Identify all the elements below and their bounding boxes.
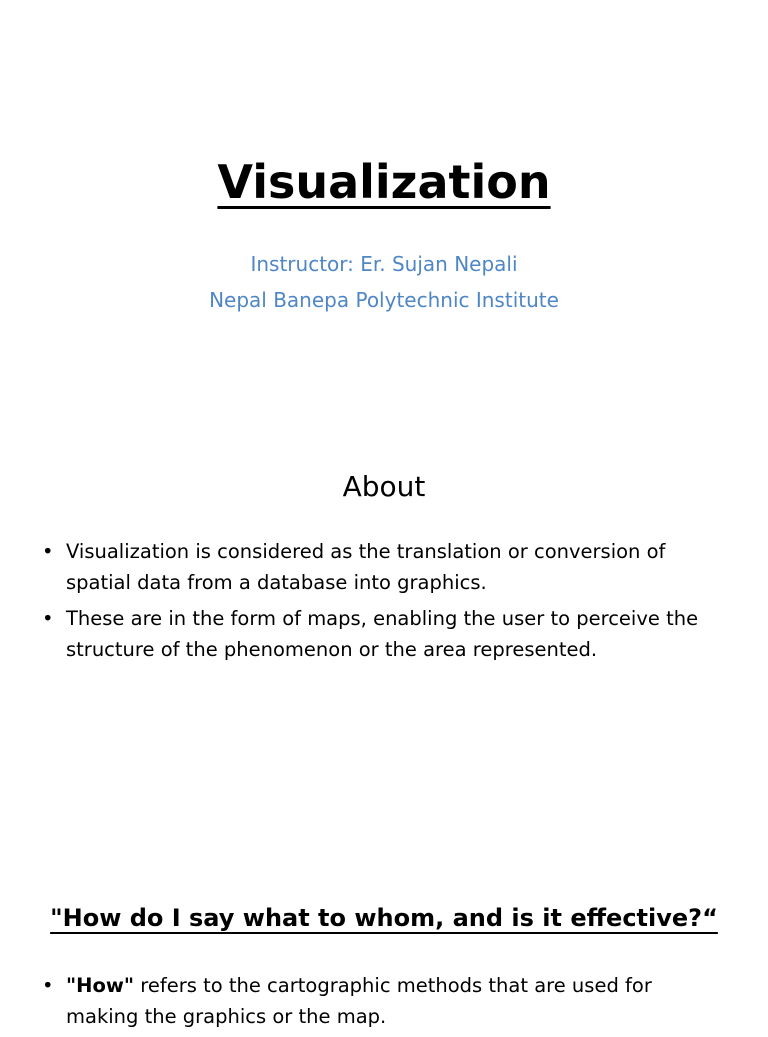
about-slide xyxy=(0,400,768,860)
slide-title: Visualization xyxy=(217,155,551,209)
question-slide xyxy=(0,860,768,1028)
bullet-text: These are in the form of maps, enabling the user to perceive the structure of the phenomenon or the area represented. xyxy=(66,607,699,661)
bullet-icon: • xyxy=(42,540,54,563)
title-slide xyxy=(0,0,768,400)
instructor-line: Instructor: Er. Sujan Nepali xyxy=(250,252,518,276)
institute-line: Nepal Banepa Polytechnic Institute xyxy=(209,288,559,312)
about-heading: About xyxy=(342,470,426,503)
bullet-bold-term: "How" xyxy=(66,974,135,997)
bullet-icon: • xyxy=(42,607,54,630)
list-item xyxy=(40,536,720,598)
bullet-text: Visualization is considered as the translation or conversion of spatial data from a database into graphics. xyxy=(66,540,666,594)
question-heading: "How do I say what to whom, and is it effective?“ xyxy=(50,904,718,932)
list-item xyxy=(40,970,720,1032)
list-item xyxy=(40,603,720,665)
bullet-text: refers to the cartographic methods that are used for making the graphics or the map. xyxy=(66,974,652,1028)
how-bullet-list xyxy=(40,970,720,1037)
about-bullet-list xyxy=(40,536,720,670)
bullet-icon: • xyxy=(42,974,54,997)
